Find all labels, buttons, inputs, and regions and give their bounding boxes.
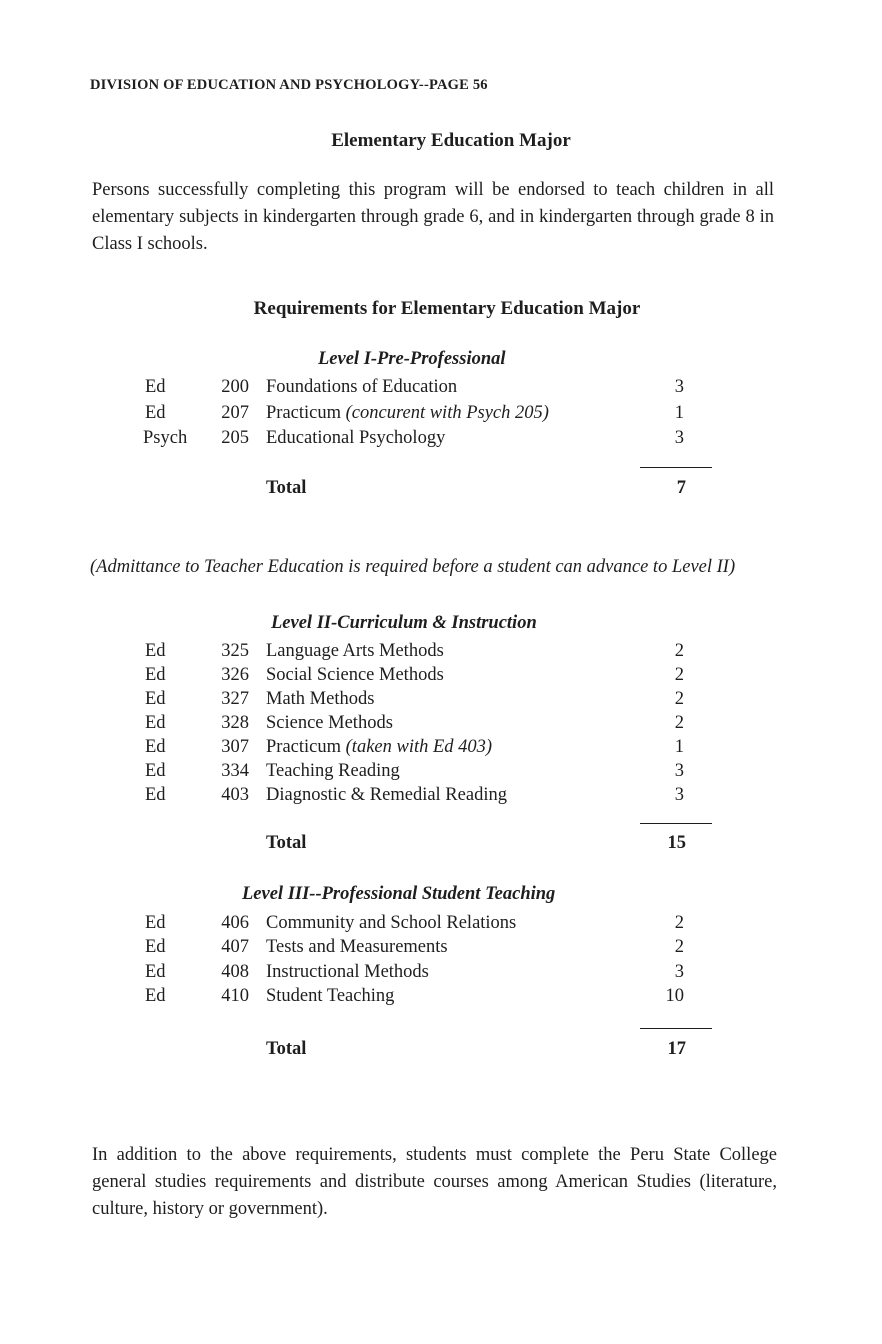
course-name — [266, 428, 445, 449]
course-credits: 10 — [665, 986, 684, 1006]
course-name — [266, 665, 444, 686]
course-title: Math Methods — [266, 689, 375, 709]
course-name — [266, 785, 507, 806]
course-number: 207 — [221, 403, 249, 423]
course-row — [0, 761, 882, 787]
admittance-note: (Admittance to Teacher Education is required before a student can advance to Level II) — [90, 557, 736, 577]
course-dept: Ed — [145, 377, 166, 397]
course-title: Foundations of Education — [266, 377, 458, 397]
course-title: Diagnostic & Remedial Reading — [266, 785, 507, 805]
course-title: Language Arts Methods — [266, 641, 444, 661]
course-row — [0, 665, 882, 691]
course-row — [0, 913, 882, 939]
total-label: Total — [266, 1039, 307, 1059]
course-credits: 3 — [674, 962, 684, 982]
course-dept: Ed — [145, 689, 166, 709]
course-name — [266, 689, 374, 710]
course-credits: 2 — [674, 665, 684, 685]
course-number: 328 — [221, 713, 249, 733]
course-credits: 2 — [674, 913, 684, 933]
course-credits: 1 — [674, 403, 684, 423]
course-dept: Psych — [143, 428, 188, 448]
course-credits: 3 — [674, 785, 684, 805]
course-row — [0, 737, 882, 763]
course-dept: Ed — [145, 713, 166, 733]
course-dept: Ed — [145, 986, 166, 1006]
course-name — [266, 641, 444, 662]
course-name — [266, 937, 448, 958]
total-value: 15 — [667, 833, 686, 853]
course-title: Practicum — [266, 403, 342, 423]
total-value: 7 — [676, 478, 686, 498]
requirements-title: Requirements for Elementary Education Major — [253, 298, 641, 319]
course-row — [0, 428, 882, 454]
course-number: 406 — [221, 913, 249, 933]
total-value: 17 — [667, 1039, 686, 1059]
course-row — [0, 937, 882, 963]
course-dept: Ed — [145, 665, 166, 685]
level-1-heading: Level I-Pre-Professional — [318, 349, 506, 369]
course-row — [0, 641, 882, 667]
total-rule — [640, 467, 712, 468]
course-number: 325 — [221, 641, 249, 661]
course-number: 403 — [221, 785, 249, 805]
course-row — [0, 403, 882, 429]
course-dept: Ed — [145, 641, 166, 661]
course-title: Practicum — [266, 737, 342, 757]
course-credits: 2 — [674, 713, 684, 733]
total-label: Total — [266, 478, 307, 498]
course-name — [266, 737, 492, 758]
total-label: Total — [266, 833, 307, 853]
course-title: Science Methods — [266, 713, 393, 733]
course-row — [0, 962, 882, 988]
course-name — [266, 913, 516, 934]
course-credits: 2 — [674, 937, 684, 957]
course-credits: 3 — [674, 377, 684, 397]
level-2-heading: Level II-Curriculum & Instruction — [271, 613, 537, 633]
course-name — [266, 761, 400, 782]
course-credits: 3 — [674, 761, 684, 781]
course-title: Educational Psychology — [266, 428, 446, 448]
total-rule — [640, 1028, 712, 1029]
course-row — [0, 689, 882, 715]
course-title: Instructional Methods — [266, 962, 429, 982]
closing-paragraph: In addition to the above requirements, students must complete the Peru State College general studies requirements and distribute courses among American Studies (literature, culture, history or government). — [92, 1145, 777, 1219]
course-row — [0, 986, 882, 1012]
course-dept: Ed — [145, 785, 166, 805]
course-credits: 2 — [674, 689, 684, 709]
running-head: DIVISION OF EDUCATION AND PSYCHOLOGY--PAGE 56 — [90, 77, 488, 93]
course-dept: Ed — [145, 962, 166, 982]
course-dept: Ed — [145, 937, 166, 957]
course-credits: 1 — [674, 737, 684, 757]
course-number: 410 — [221, 986, 249, 1006]
course-name — [266, 962, 429, 983]
course-credits: 3 — [674, 428, 684, 448]
course-note: (taken with Ed 403) — [345, 737, 493, 757]
course-row — [0, 377, 882, 403]
course-note: (concurent with Psych 205) — [345, 403, 549, 423]
course-title: Tests and Measurements — [266, 937, 448, 957]
course-title: Social Science Methods — [266, 665, 444, 685]
course-dept: Ed — [145, 403, 166, 423]
course-dept: Ed — [145, 761, 166, 781]
course-title: Teaching Reading — [266, 761, 400, 781]
course-dept: Ed — [145, 913, 166, 933]
course-number: 205 — [221, 428, 249, 448]
course-row — [0, 785, 882, 811]
course-title: Student Teaching — [266, 986, 395, 1006]
course-credits: 2 — [674, 641, 684, 661]
level-3-heading: Level III--Professional Student Teaching — [242, 884, 556, 904]
course-number: 307 — [221, 737, 249, 757]
course-number: 326 — [221, 665, 249, 685]
course-name — [266, 713, 393, 734]
course-number: 407 — [221, 937, 249, 957]
major-title: Elementary Education Major — [331, 130, 571, 151]
course-number: 327 — [221, 689, 249, 709]
course-title: Community and School Relations — [266, 913, 517, 933]
course-number: 334 — [221, 761, 249, 781]
intro-paragraph: Persons successfully completing this program will be endorsed to teach children in all elementary subjects in kindergarten through grade 6, and in kindergarten through grade 8 in Class I schools. — [92, 180, 774, 254]
course-number: 200 — [221, 377, 249, 397]
course-row — [0, 713, 882, 739]
course-name — [266, 986, 394, 1007]
total-rule — [640, 823, 712, 824]
course-number: 408 — [221, 962, 249, 982]
course-dept: Ed — [145, 737, 166, 757]
course-name — [266, 377, 457, 398]
course-name — [266, 403, 549, 424]
